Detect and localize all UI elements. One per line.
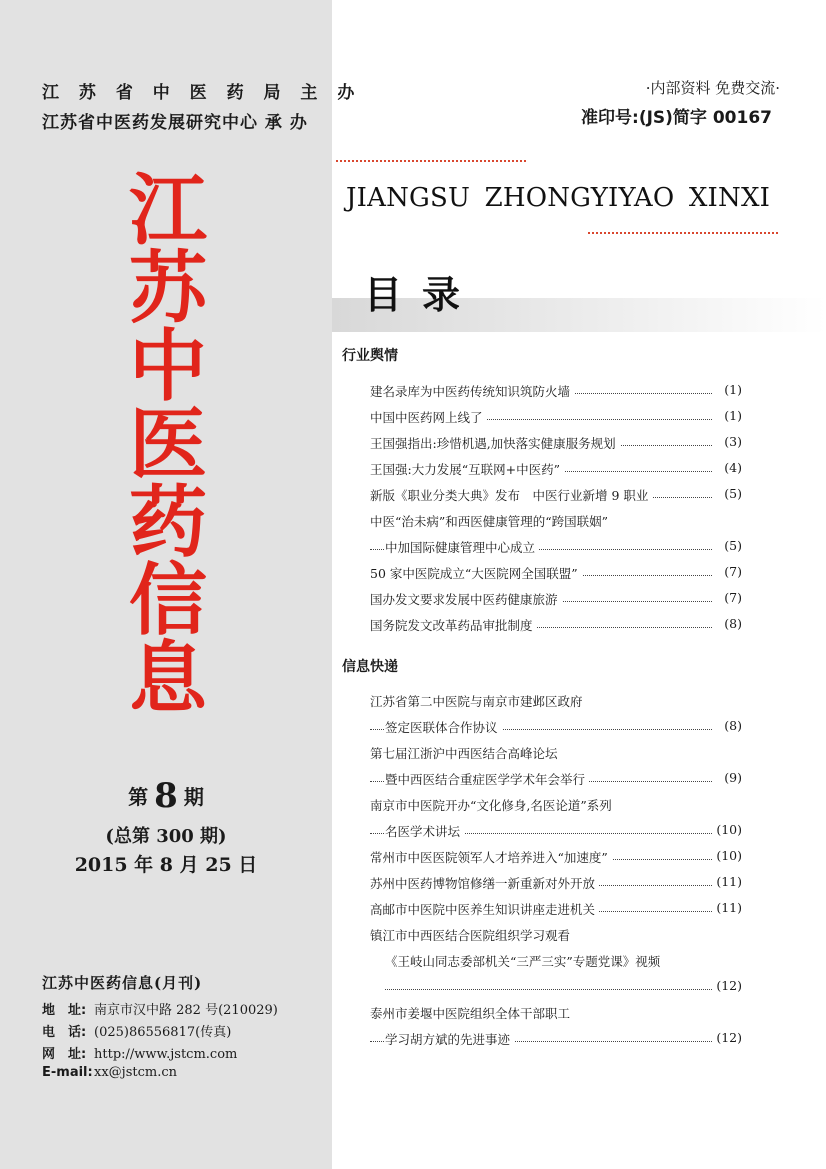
toc-entry[interactable]: [370, 378, 742, 404]
toc-entry-title: 第七届江浙沪中西医结合高峰论坛: [370, 744, 562, 762]
website-link[interactable]: http://www.jstcm.com: [94, 1047, 238, 1062]
pinyin-title: JIANGSU ZHONGYIYAO XINXI: [346, 183, 771, 213]
email-label: E-mail:: [42, 1065, 93, 1080]
phone-row: [42, 1021, 278, 1043]
toc-entry-title: 签定医联体合作协议: [385, 718, 502, 736]
toc-entry-title: 学习胡方斌的先进事迹: [385, 1030, 514, 1048]
toc-entry-title: 镇江市中西医结合医院组织学习观看: [370, 926, 574, 944]
section-title: 信息快递: [342, 659, 398, 675]
website-label: 网 址:: [42, 1047, 87, 1062]
toc-entry-page: (7): [720, 590, 742, 605]
divider-dashed-bottom: [588, 232, 778, 234]
toc-entry-page: (10): [712, 848, 742, 863]
toc-list-industry: [370, 378, 742, 638]
journal-title-char: 信: [128, 555, 207, 646]
contact-block: [42, 972, 278, 1087]
address-row: [42, 999, 278, 1021]
journal-title-char: 苏: [128, 243, 207, 334]
email-row: [42, 1065, 278, 1087]
toc-entry[interactable]: [370, 688, 742, 714]
phone-label: 电 话:: [42, 1025, 87, 1040]
journal-title: [118, 165, 218, 724]
toc-entry[interactable]: [370, 534, 742, 560]
issue-number-value: 8: [154, 776, 178, 816]
toc-entry-title: 《王岐山同志委部机关“三严三实”专题党课》视频: [385, 952, 664, 970]
toc-entry-page: (8): [720, 616, 742, 631]
journal-title-char: 江: [128, 165, 207, 256]
toc-entry[interactable]: [370, 896, 742, 922]
toc-entry-page: (5): [720, 486, 742, 501]
toc-entry-page: (11): [712, 874, 742, 889]
issue-suffix: 期: [183, 785, 204, 809]
issue-total: (总第 300 期): [105, 826, 227, 847]
leader-dots: [385, 989, 712, 990]
toc-entry-page: (10): [712, 822, 742, 837]
toc-entry-title: 新版《职业分类大典》发布 中医行业新增 9 职业: [370, 486, 652, 504]
address-value: 南京市汉中路 282 号(210029): [94, 1003, 278, 1018]
toc-entry-title: 中医“治未病”和西医健康管理的“跨国联姻”: [370, 512, 612, 530]
toc-entry-page: (12): [712, 1030, 742, 1045]
toc-entry[interactable]: [370, 1026, 742, 1052]
host-organization: 江 苏 省 中 医 药 局 主 办: [42, 83, 362, 103]
section-title: 行业舆情: [342, 348, 398, 364]
toc-entry[interactable]: [370, 404, 742, 430]
website-row: [42, 1043, 278, 1065]
toc-entry-title: 南京市中医院开办“文化修身,名医论道”系列: [370, 796, 616, 814]
divider-dashed-top: [336, 160, 526, 162]
address-label: 地 址:: [42, 1003, 87, 1018]
toc-entry[interactable]: [370, 974, 742, 1000]
toc-entry-page: (4): [720, 460, 742, 475]
toc-entry[interactable]: [370, 844, 742, 870]
toc-entry[interactable]: [370, 714, 742, 740]
toc-entry-page: (8): [720, 718, 742, 733]
journal-title-char: 中: [128, 321, 207, 412]
toc-list-news: [370, 688, 742, 1052]
issue-number: [0, 776, 332, 816]
toc-entry-title: 名医学术讲坛: [385, 822, 464, 840]
toc-heading: 目录: [364, 273, 481, 317]
journal-title-char: 息: [128, 633, 207, 724]
toc-entry[interactable]: [370, 922, 742, 948]
issue-prefix: 第: [128, 785, 149, 809]
toc-entry-title: 中加国际健康管理中心成立: [385, 538, 539, 556]
toc-entry-page: (11): [712, 900, 742, 915]
toc-entry[interactable]: [370, 456, 742, 482]
organizer-organization: 江苏省中医药发展研究中心 承 办: [42, 113, 308, 133]
journal-title-char: 医: [128, 399, 207, 490]
toc-entry-page: (9): [720, 770, 742, 785]
toc-entry-page: (1): [720, 382, 742, 397]
toc-entry-title: 建名录库为中医药传统知识筑防火墙: [370, 382, 574, 400]
issue-date: 2015 年 8 月 25 日: [74, 854, 258, 876]
internal-note: ·内部资料 免费交流·: [645, 79, 780, 97]
toc-entry[interactable]: [370, 740, 742, 766]
toc-entry-title: 王国强:大力发展“互联网+中医药”: [370, 460, 564, 478]
toc-entry[interactable]: [370, 482, 742, 508]
email-link[interactable]: xx@jstcm.cn: [94, 1065, 177, 1080]
toc-entry-title: 高邮市中医院中医养生知识讲座走进机关: [370, 900, 599, 918]
toc-entry[interactable]: [370, 792, 742, 818]
toc-entry-title: 王国强指出:珍惜机遇,加快落实健康服务规划: [370, 434, 620, 452]
toc-entry[interactable]: [370, 612, 742, 638]
toc-entry-page: (3): [720, 434, 742, 449]
toc-entry-page: (7): [720, 564, 742, 579]
phone-value: (025)86556817(传真): [94, 1025, 232, 1040]
toc-entry-title: 50 家中医院成立“大医院网全国联盟”: [370, 564, 582, 582]
toc-entry-title: 暨中西医结合重症医学学术年会举行: [385, 770, 589, 788]
toc-entry[interactable]: [370, 870, 742, 896]
toc-entry[interactable]: [370, 766, 742, 792]
toc-entry[interactable]: [370, 560, 742, 586]
toc-entry-title: 苏州中医药博物馆修缮一新重新对外开放: [370, 874, 599, 892]
journal-title-char: 药: [128, 477, 207, 568]
toc-entry-title: 国办发文要求发展中医药健康旅游: [370, 590, 562, 608]
toc-entry[interactable]: [370, 1000, 742, 1026]
toc-entry-page: (1): [720, 408, 742, 423]
toc-entry[interactable]: [370, 430, 742, 456]
toc-entry-title: 常州市中医医院领军人才培养进入“加速度”: [370, 848, 612, 866]
toc-entry[interactable]: [370, 948, 742, 974]
toc-entry[interactable]: [370, 586, 742, 612]
toc-entry-page: (5): [720, 538, 742, 553]
permit-number: 准印号:(JS)简字 00167: [581, 108, 772, 128]
toc-entry-title: 中国中医药网上线了: [370, 408, 487, 426]
toc-entry[interactable]: [370, 508, 742, 534]
toc-entry[interactable]: [370, 818, 742, 844]
toc-entry-title: 江苏省第二中医院与南京市建邺区政府: [370, 692, 587, 710]
publication-name: 江苏中医药信息(月刊): [42, 974, 203, 992]
toc-entry-page: (12): [712, 978, 742, 993]
toc-entry-title: 国务院发文改革药品审批制度: [370, 616, 537, 634]
toc-entry-title: 泰州市姜堰中医院组织全体干部职工: [370, 1004, 574, 1022]
